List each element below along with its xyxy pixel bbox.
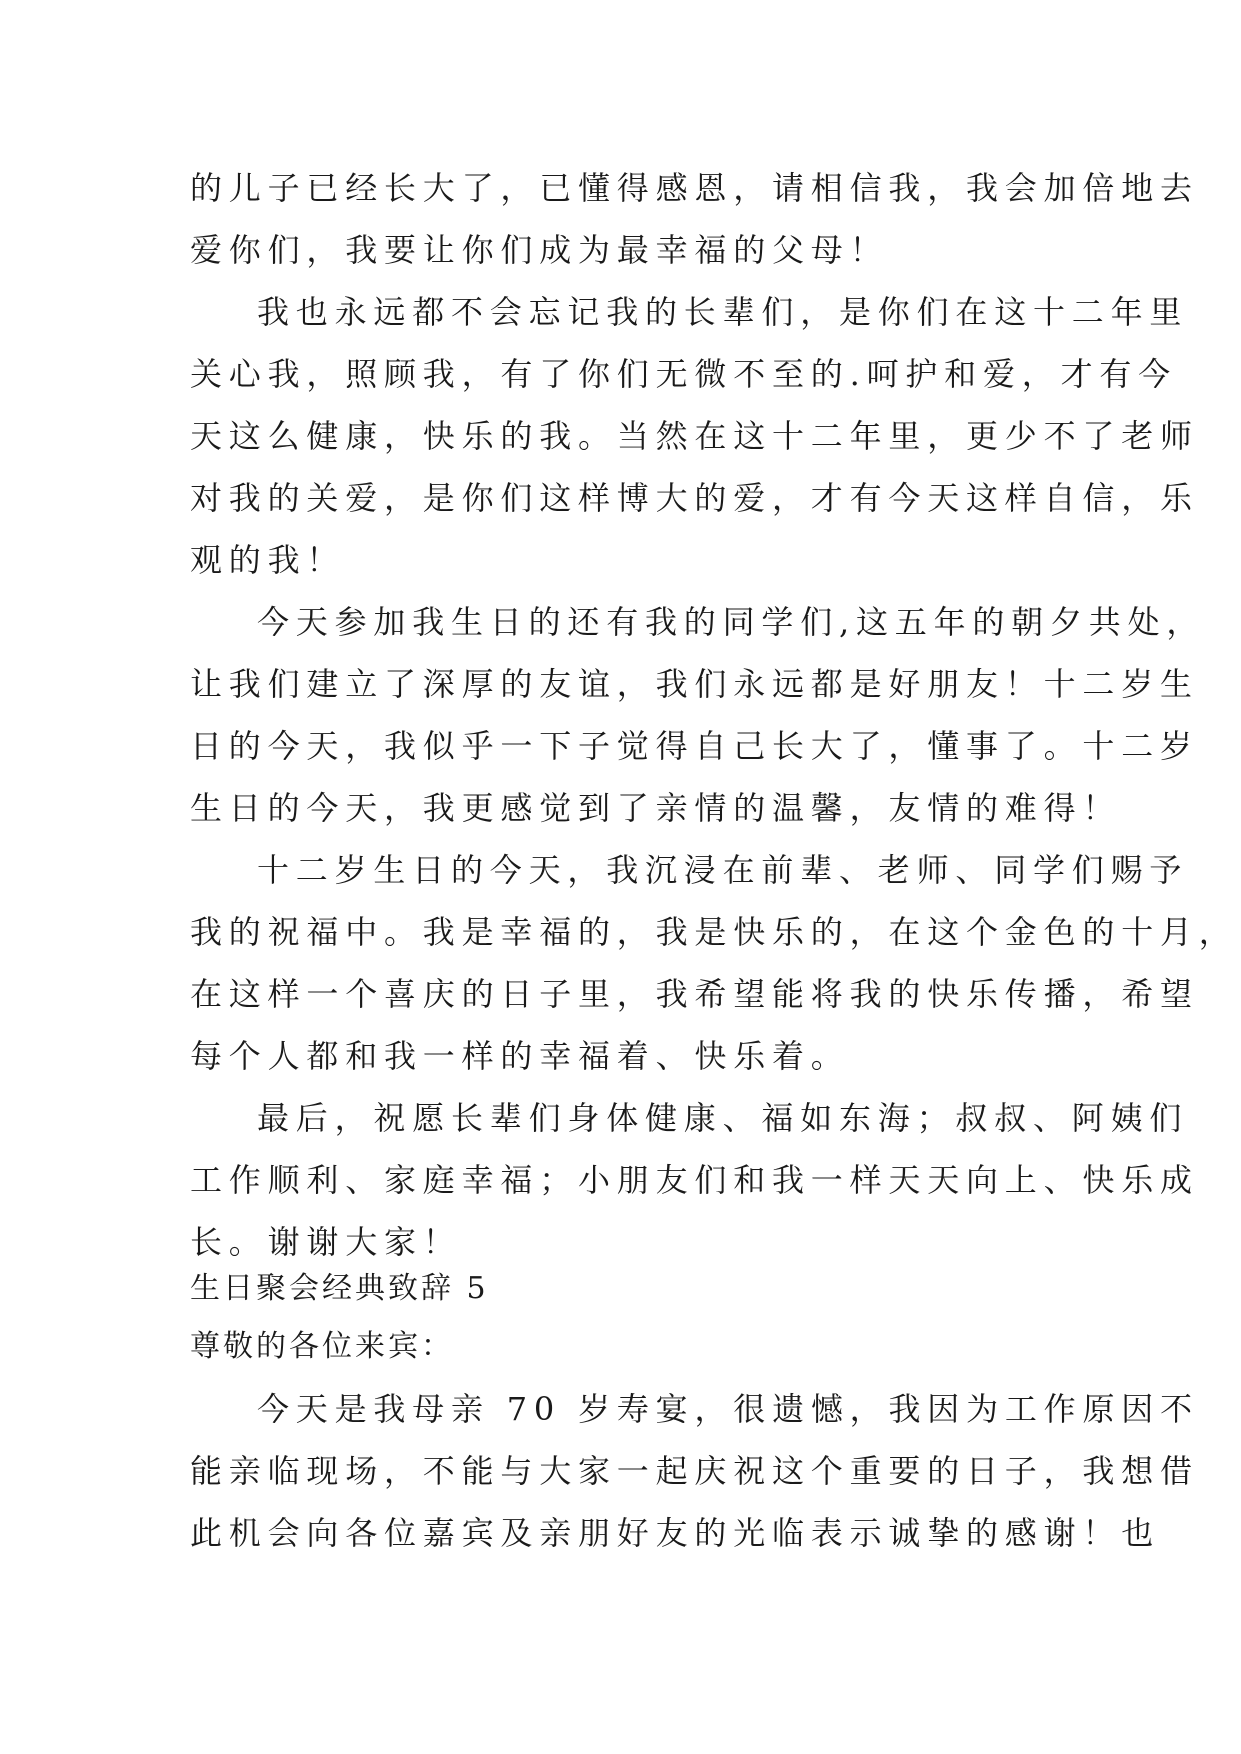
- text-line: 让我们建立了深厚的友谊，我们永远都是好朋友！十二岁生: [190, 665, 1199, 703]
- text-line: 每个人都和我一样的幸福着、快乐着。: [190, 1037, 850, 1075]
- text-line: 观的我！: [190, 541, 346, 579]
- text-line: 爱你们，我要让你们成为最幸福的父母！: [190, 231, 889, 269]
- text-line: 最后，祝愿长辈们身体健康、福如东海；叔叔、阿姨们: [257, 1099, 1189, 1137]
- text-line: 我的祝福中。我是幸福的，我是快乐的，在这个金色的十月，: [190, 913, 1238, 951]
- text-line: 今天参加我生日的还有我的同学们,这五年的朝夕共处，: [257, 603, 1206, 641]
- salutation: 尊敬的各位来宾：: [190, 1329, 454, 1364]
- text-line: 在这样一个喜庆的日子里，我希望能将我的快乐传播，希望: [190, 975, 1199, 1013]
- text-line: 对我的关爱，是你们这样博大的爱，才有今天这样自信，乐: [190, 479, 1199, 517]
- text-line: 十二岁生日的今天，我沉浸在前辈、老师、同学们赐予: [257, 851, 1189, 889]
- text-line: 日的今天，我似乎一下子觉得自己长大了，懂事了。十二岁: [190, 727, 1199, 765]
- body-text: [190, 157, 1238, 1273]
- text-line: 我也永远都不会忘记我的长辈们，是你们在这十二年里: [257, 293, 1189, 331]
- text-line: 长。谢谢大家！: [190, 1223, 462, 1261]
- text-line: 工作顺利、家庭幸福；小朋友们和我一样天天向上、快乐成: [190, 1161, 1199, 1199]
- section-heading: 生日聚会经典致辞 5: [190, 1271, 489, 1306]
- text-line: 天这么健康，快乐的我。当然在这十二年里，更少不了老师: [190, 417, 1199, 455]
- text-line: 生日的今天，我更感觉到了亲情的温馨，友情的难得！: [190, 789, 1122, 827]
- text-line: 关心我，照顾我，有了你们无微不至的.呵护和爱，才有今: [190, 355, 1177, 393]
- text-line: 能亲临现场，不能与大家一起庆祝这个重要的日子，我想借: [190, 1452, 1199, 1490]
- body-text-continued: [190, 1378, 1199, 1564]
- text-line: 此机会向各位嘉宾及亲朋好友的光临表示诚挚的感谢！也: [190, 1514, 1161, 1552]
- text-line: 今天是我母亲 70 岁寿宴，很遗憾，我因为工作原因不: [257, 1390, 1199, 1428]
- text-line: 的儿子已经长大了，已懂得感恩，请相信我，我会加倍地去: [190, 169, 1199, 207]
